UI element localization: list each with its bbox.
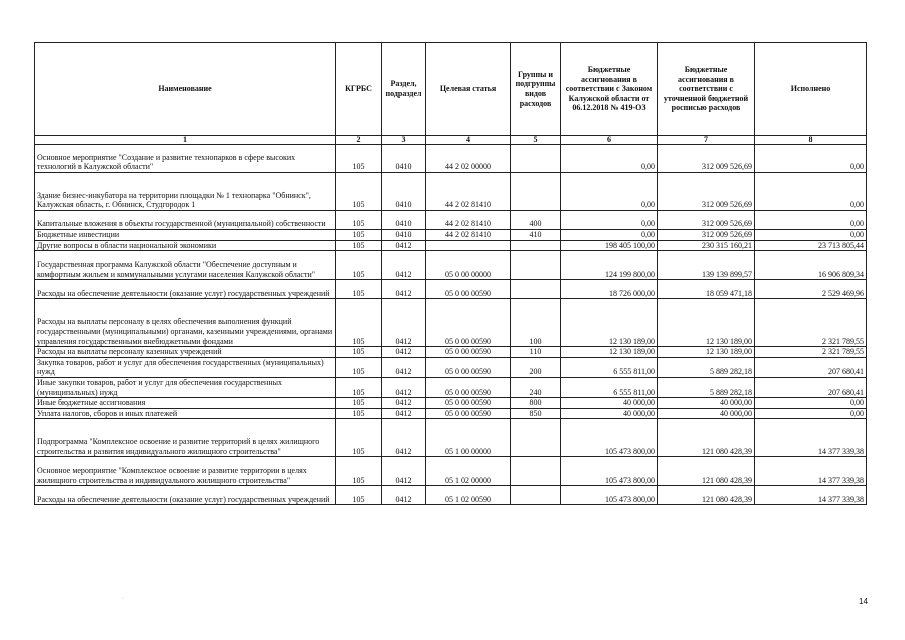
row-executed-cell: 0,00 xyxy=(755,211,867,230)
table-row xyxy=(35,230,867,241)
row-executed-cell: 14 377 339,38 xyxy=(755,486,867,505)
row-executed-cell: 2 321 789,55 xyxy=(755,299,867,347)
header-groups: Группы и подгруппы видов расходов xyxy=(511,43,561,136)
row-group-cell xyxy=(511,145,561,173)
row-refined-cell: 139 139 899,57 xyxy=(658,251,755,280)
header-kgrbs: КГРБС xyxy=(336,43,382,136)
row-section-cell: 0412 xyxy=(382,240,426,251)
row-target-cell: 44 2 02 81410 xyxy=(426,230,511,241)
row-group-cell xyxy=(511,457,561,486)
row-executed-cell: 14 377 339,38 xyxy=(755,457,867,486)
row-kgrbs-cell: 105 xyxy=(336,211,382,230)
row-target-cell: 44 2 02 81410 xyxy=(426,211,511,230)
row-target-cell: 44 2 02 81410 xyxy=(426,173,511,211)
row-name-cell: Иные бюджетные ассигнования xyxy=(35,398,336,409)
row-executed-cell: 0,00 xyxy=(755,173,867,211)
row-group-cell: 850 xyxy=(511,408,561,419)
row-target-cell: 05 1 00 00000 xyxy=(426,419,511,457)
row-name-cell: Основное мероприятие "Комплексное освоение и развитие территории в целях жилищного строительства и индивидуального жилищного строительства" xyxy=(35,457,336,486)
row-group-cell: 400 xyxy=(511,211,561,230)
row-name-cell: Иные закупки товаров, работ и услуг для обеспечения государственных (муниципальных) нужд xyxy=(35,377,336,397)
row-executed-cell: 16 906 809,34 xyxy=(755,251,867,280)
table-row xyxy=(35,280,867,299)
row-law-cell: 105 473 800,00 xyxy=(561,486,658,505)
column-number: 7 xyxy=(658,136,755,145)
row-target-cell: 05 0 00 00590 xyxy=(426,357,511,377)
row-name-cell: Бюджетные инвестиции xyxy=(35,230,336,241)
header-target: Целевая статья xyxy=(426,43,511,136)
column-number: 4 xyxy=(426,136,511,145)
row-kgrbs-cell: 105 xyxy=(336,486,382,505)
row-refined-cell: 121 080 428,39 xyxy=(658,486,755,505)
table-row xyxy=(35,240,867,251)
row-kgrbs-cell: 105 xyxy=(336,251,382,280)
row-refined-cell: 121 080 428,39 xyxy=(658,419,755,457)
row-law-cell: 40 000,00 xyxy=(561,408,658,419)
row-section-cell: 0410 xyxy=(382,145,426,173)
row-kgrbs-cell: 105 xyxy=(336,280,382,299)
row-group-cell xyxy=(511,240,561,251)
table-row xyxy=(35,251,867,280)
row-refined-cell: 5 889 282,18 xyxy=(658,377,755,397)
row-target-cell: 05 0 00 00000 xyxy=(426,251,511,280)
row-group-cell: 240 xyxy=(511,377,561,397)
row-refined-cell: 121 080 428,39 xyxy=(658,457,755,486)
table-row xyxy=(35,408,867,419)
row-group-cell xyxy=(511,419,561,457)
table-row xyxy=(35,299,867,347)
row-law-cell: 12 130 189,00 xyxy=(561,299,658,347)
row-refined-cell: 312 009 526,69 xyxy=(658,230,755,241)
row-law-cell: 0,00 xyxy=(561,173,658,211)
row-law-cell: 0,00 xyxy=(561,230,658,241)
header-section: Раздел, подраздел xyxy=(382,43,426,136)
row-law-cell: 124 199 800,00 xyxy=(561,251,658,280)
row-name-cell: Расходы на обеспечение деятельности (оказание услуг) государственных учреждений xyxy=(35,280,336,299)
row-target-cell: 44 2 02 00000 xyxy=(426,145,511,173)
row-target-cell: 05 0 00 00590 xyxy=(426,280,511,299)
row-law-cell: 18 726 000,00 xyxy=(561,280,658,299)
row-target-cell: 05 1 02 00000 xyxy=(426,457,511,486)
row-law-cell: 0,00 xyxy=(561,211,658,230)
row-law-cell: 40 000,00 xyxy=(561,398,658,409)
table-row xyxy=(35,486,867,505)
row-kgrbs-cell: 105 xyxy=(336,398,382,409)
row-kgrbs-cell: 105 xyxy=(336,419,382,457)
row-law-cell: 6 555 811,00 xyxy=(561,357,658,377)
row-group-cell xyxy=(511,486,561,505)
column-number: 8 xyxy=(755,136,867,145)
row-name-cell: Подпрограмма "Комплексное освоение и развитие территорий в целях жилищного строительства и развития индивидуального жилищного строительства" xyxy=(35,419,336,457)
table-row xyxy=(35,211,867,230)
row-name-cell: Расходы на выплаты персоналу казенных учреждений xyxy=(35,347,336,358)
row-name-cell: Закупка товаров, работ и услуг для обеспечения государственных (муниципальных) нужд xyxy=(35,357,336,377)
column-number: 3 xyxy=(382,136,426,145)
row-law-cell: 12 130 189,00 xyxy=(561,347,658,358)
row-name-cell: Государственная программа Калужской области "Обеспечение доступным и комфортным жильем и коммунальными услугами населения Калужской области" xyxy=(35,251,336,280)
row-group-cell xyxy=(511,280,561,299)
table-row xyxy=(35,173,867,211)
table-row xyxy=(35,419,867,457)
row-kgrbs-cell: 105 xyxy=(336,173,382,211)
row-section-cell: 0412 xyxy=(382,419,426,457)
table-row xyxy=(35,357,867,377)
table-body xyxy=(35,145,867,505)
row-executed-cell: 0,00 xyxy=(755,145,867,173)
row-refined-cell: 18 059 471,18 xyxy=(658,280,755,299)
table-row xyxy=(35,347,867,358)
row-refined-cell: 40 000,00 xyxy=(658,398,755,409)
row-refined-cell: 12 130 189,00 xyxy=(658,299,755,347)
header-row xyxy=(35,43,867,136)
row-name-cell: Расходы на выплаты персоналу в целях обеспечения выполнения функций государственными (муниципальными) органами, казенными учреждениями, органами управления государственными внебюджетными фондами xyxy=(35,299,336,347)
row-kgrbs-cell: 105 xyxy=(336,408,382,419)
header-law: Бюджетные ассигнования в соответствии с Законом Калужской области от 06.12.2018 № 419-ОЗ xyxy=(561,43,658,136)
row-kgrbs-cell: 105 xyxy=(336,145,382,173)
row-name-cell: Расходы на обеспечение деятельности (оказание услуг) государственных учреждений xyxy=(35,486,336,505)
row-target-cell xyxy=(426,240,511,251)
column-number: 2 xyxy=(336,136,382,145)
row-law-cell: 6 555 811,00 xyxy=(561,377,658,397)
row-group-cell: 110 xyxy=(511,347,561,358)
row-refined-cell: 230 315 160,21 xyxy=(658,240,755,251)
row-law-cell: 198 405 100,00 xyxy=(561,240,658,251)
row-group-cell: 800 xyxy=(511,398,561,409)
row-section-cell: 0412 xyxy=(382,280,426,299)
row-name-cell: Капитальные вложения в объекты государственной (муниципальной) собственности xyxy=(35,211,336,230)
row-section-cell: 0412 xyxy=(382,486,426,505)
row-group-cell: 410 xyxy=(511,230,561,241)
row-name-cell: Основное мероприятие "Создание и развитие технопарков в сфере высоких технологий в Калужской области" xyxy=(35,145,336,173)
row-executed-cell: 207 680,41 xyxy=(755,357,867,377)
row-executed-cell: 207 680,41 xyxy=(755,377,867,397)
page-number: 14 xyxy=(859,597,868,606)
row-executed-cell: 0,00 xyxy=(755,398,867,409)
row-section-cell: 0412 xyxy=(382,377,426,397)
row-section-cell: 0412 xyxy=(382,299,426,347)
row-refined-cell: 12 130 189,00 xyxy=(658,347,755,358)
row-refined-cell: 312 009 526,69 xyxy=(658,211,755,230)
row-target-cell: 05 0 00 00590 xyxy=(426,408,511,419)
row-section-cell: 0412 xyxy=(382,347,426,358)
row-executed-cell: 14 377 339,38 xyxy=(755,419,867,457)
header-executed: Исполнено xyxy=(755,43,867,136)
row-kgrbs-cell: 105 xyxy=(336,230,382,241)
row-law-cell: 0,00 xyxy=(561,145,658,173)
row-kgrbs-cell: 105 xyxy=(336,457,382,486)
row-target-cell: 05 1 02 00590 xyxy=(426,486,511,505)
row-section-cell: 0412 xyxy=(382,398,426,409)
row-section-cell: 0410 xyxy=(382,211,426,230)
row-target-cell: 05 0 00 00590 xyxy=(426,347,511,358)
row-kgrbs-cell: 105 xyxy=(336,299,382,347)
row-kgrbs-cell: 105 xyxy=(336,240,382,251)
budget-table xyxy=(34,42,867,505)
row-group-cell: 200 xyxy=(511,357,561,377)
table-row xyxy=(35,377,867,397)
row-executed-cell: 0,00 xyxy=(755,230,867,241)
row-target-cell: 05 0 00 00590 xyxy=(426,299,511,347)
row-executed-cell: 23 713 805,44 xyxy=(755,240,867,251)
row-section-cell: 0412 xyxy=(382,357,426,377)
table-row xyxy=(35,398,867,409)
row-group-cell xyxy=(511,173,561,211)
column-number: 1 xyxy=(35,136,336,145)
row-section-cell: 0410 xyxy=(382,173,426,211)
row-law-cell: 105 473 800,00 xyxy=(561,419,658,457)
row-name-cell: Здание бизнес-инкубатора на территории площадки № 1 технопарка "Обнинск", Калужская область, г. Обнинск, Студгородок 1 xyxy=(35,173,336,211)
row-target-cell: 05 0 00 00590 xyxy=(426,398,511,409)
row-refined-cell: 312 009 526,69 xyxy=(658,145,755,173)
row-section-cell: 0410 xyxy=(382,230,426,241)
scan-dot: · xyxy=(122,596,124,602)
row-law-cell: 105 473 800,00 xyxy=(561,457,658,486)
row-refined-cell: 40 000,00 xyxy=(658,408,755,419)
row-name-cell: Уплата налогов, сборов и иных платежей xyxy=(35,408,336,419)
row-group-cell xyxy=(511,251,561,280)
column-number-row xyxy=(35,136,867,145)
header-refined: Бюджетные ассигнования в соответствии с уточненной бюджетной росписью расходов xyxy=(658,43,755,136)
row-refined-cell: 312 009 526,69 xyxy=(658,173,755,211)
row-executed-cell: 2 529 469,96 xyxy=(755,280,867,299)
row-section-cell: 0412 xyxy=(382,251,426,280)
column-number: 6 xyxy=(561,136,658,145)
header-name: Наименование xyxy=(35,43,336,136)
row-refined-cell: 5 889 282,18 xyxy=(658,357,755,377)
row-target-cell: 05 0 00 00590 xyxy=(426,377,511,397)
row-group-cell: 100 xyxy=(511,299,561,347)
row-executed-cell: 2 321 789,55 xyxy=(755,347,867,358)
row-section-cell: 0412 xyxy=(382,457,426,486)
row-executed-cell: 0,00 xyxy=(755,408,867,419)
column-number: 5 xyxy=(511,136,561,145)
row-name-cell: Другие вопросы в области национальной экономики xyxy=(35,240,336,251)
table-row xyxy=(35,457,867,486)
table-row xyxy=(35,145,867,173)
row-kgrbs-cell: 105 xyxy=(336,357,382,377)
row-kgrbs-cell: 105 xyxy=(336,347,382,358)
row-kgrbs-cell: 105 xyxy=(336,377,382,397)
row-section-cell: 0412 xyxy=(382,408,426,419)
